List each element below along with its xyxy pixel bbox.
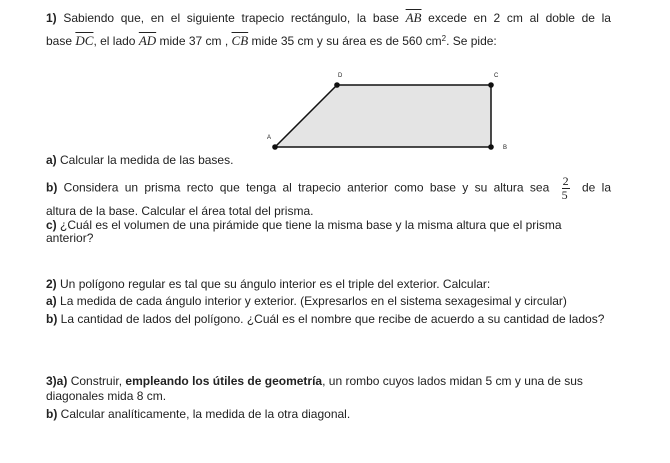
vertex-d-point — [334, 82, 340, 88]
area-exponent: 2 — [441, 34, 447, 43]
item-b-text: altura de la base. Calcular el área total del prisma. — [46, 204, 314, 218]
problem1-intro-text: base — [46, 34, 73, 48]
vertex-a-label: A — [267, 135, 272, 141]
vertex-c-label: C — [494, 73, 499, 79]
problem1-intro-text: excede en 2 cm al doble de la — [428, 11, 611, 25]
problem3-text: , un rombo cuyos lados midan 5 cm y una de sus diagonales mida 8 cm. — [46, 374, 583, 403]
item-a-text: Calcular la medida de las bases. — [60, 153, 234, 167]
problem3-item-b-text: Calcular analíticamente, la medida de la otra diagonal. — [60, 407, 351, 421]
vertex-b-point — [488, 144, 494, 150]
fraction-numerator: 2 — [562, 174, 569, 188]
segment-ab: $\overline{AB}$ — [405, 10, 422, 25]
problem3-item-a — [46, 374, 611, 404]
problem3-text: Construir, — [70, 374, 123, 388]
problem1-intro-text: . Se pide: — [446, 34, 497, 48]
problem3-bold-text: empleando los útiles de geometría — [125, 374, 323, 388]
problem2-number: 2) — [46, 277, 57, 291]
fraction-denominator: 5 — [561, 188, 568, 202]
problem1-item-b — [46, 175, 611, 202]
segment-cb: $\overline{CB}$ — [231, 33, 249, 48]
problem2-item-b-label: b) — [46, 312, 58, 326]
problem2-intro-text: Un polígono regular es tal que su ángulo interior es el triple del exterior. Calcular: — [60, 277, 491, 291]
problem1-item-b-cont — [46, 204, 611, 219]
vertex-a-point — [272, 144, 278, 150]
problem2-item-b-text: La cantidad de lados del polígono. ¿Cuál es el nombre que recibe de acuerdo a su cantidad de lados? — [60, 312, 605, 326]
problem1-intro-text: mide 37 cm , — [159, 34, 229, 48]
item-b-text: Considera un prisma recto que tenga al trapecio anterior como base y su altura sea — [63, 180, 550, 195]
vertex-d-label: D — [338, 73, 343, 79]
problem3-item-b-label: b) — [46, 407, 58, 421]
fraction-two-fifths — [562, 175, 570, 202]
problem1-number: 1) — [46, 11, 57, 25]
vertex-c-point — [488, 82, 494, 88]
problem2-item-a — [46, 294, 611, 309]
item-c-text: ¿Cuál es el volumen de una pirámide que tiene la misma base y la misma altura que el prisma anterior? — [46, 218, 562, 245]
trapezoid-shape — [275, 85, 491, 147]
problem1-intro-text: , el lado — [93, 34, 136, 48]
segment-ad: $\overline{AD}$ — [138, 33, 157, 48]
problem1-item-a — [46, 153, 611, 168]
problem2-item-b — [46, 311, 611, 327]
problem1-intro-text: mide 35 cm y su área es de 560 cm — [251, 34, 442, 48]
item-b-label: b) — [46, 180, 58, 195]
problem3-item-b — [46, 407, 611, 422]
problem2-item-a-label: a) — [46, 294, 57, 308]
vertex-b-label: B — [503, 145, 508, 151]
segment-dc: $\overline{DC}$ — [75, 33, 94, 48]
item-a-label: a) — [46, 153, 57, 167]
item-b-text: de la — [581, 180, 611, 195]
item-c-label: c) — [46, 218, 57, 232]
problem1-item-c — [46, 219, 611, 245]
problem2-item-a-text: La medida de cada ángulo interior y exterior. (Expresarlos en el sistema sexagesimal y circular) — [60, 294, 567, 308]
problem2-intro — [46, 277, 611, 292]
problem3-number: 3)a) — [46, 374, 68, 388]
problem1-intro-text: Sabiendo que, en el siguiente trapecio rectángulo, la base — [63, 11, 399, 25]
